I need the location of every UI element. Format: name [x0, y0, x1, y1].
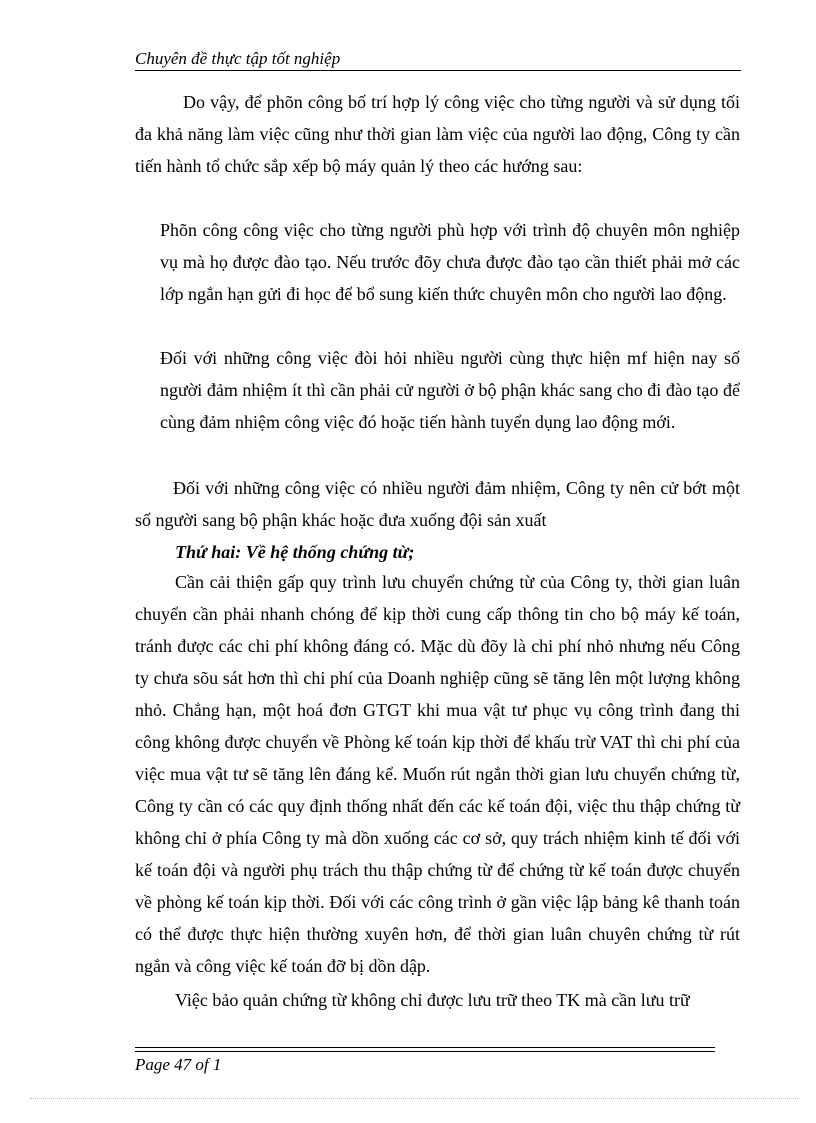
bullet-paragraph-1: Phõn công công việc cho từng người phù hợp với trình độ chuyên môn nghiệp vụ mà họ được đào tạo. Nếu trước đõy chưa được đào tạo cần thiết phải mở các lớp ngắn hạn gửi đi học để bổ sung kiến thức chuyên môn cho người lao động.	[160, 220, 740, 304]
page-header: Chuyên đề thực tập tốt nghiệp	[135, 49, 341, 68]
paragraph-3: Cần cải thiện gấp quy trình lưu chuyển chứng từ của Công ty, thời gian luân chuyển cần phải nhanh chóng để kịp thời cung cấp thông tin cho bộ máy kế toán, tránh được các chi phí không đáng có. Mặc dù đõy là chi phí nhỏ nhưng nếu Công ty chưa sõu sát hơn thì chi phí của Doanh nghiệp cũng sẽ tăng lên một lượng không nhỏ. Chẳng hạn, một hoá đơn GTGT khi mua vật tư phục vụ công trình đang thi công không được chuyển về Phòng kế toán kịp thời để khấu trừ VAT thì chi phí của việc mua vật tư sẽ tăng lên đáng kể. Muốn rút ngắn thời gian lưu chuyển chứng từ, Công ty cần có các quy định thống nhất đến các kế toán đội, việc thu thập chứng từ không chỉ ở phía Công ty mà dồn xuống các cơ sở, quy trách nhiệm kinh tế đối với kế toán đội và người phụ trách thu thập chứng từ để chứng từ kế toán được chuyển về phòng kế toán kịp thời. Đối với các công trình ở gần việc lập bảng kê thanh toán có thể được thực hiện thường xuyên hơn, để thời gian luân chuyên chứng từ rút ngắn và công việc kế toán đỡ bị dồn dập.	[135, 572, 740, 976]
page-edge-divider	[30, 1098, 800, 1099]
footer-divider	[135, 1047, 715, 1048]
bullet-paragraph-2: Đối với những công việc đòi hỏi nhiều người cùng thực hiện mf hiện nay số người đảm nhiệm ít thì cần phải cử người ở bộ phận khác sang cho đi đào tạo để cùng đảm nhiệm công việc đó hoặc tiến hành tuyển dụng lao động mới.	[160, 348, 740, 432]
header-divider	[135, 70, 741, 71]
paragraph-4: Việc bảo quản chứng từ không chỉ được lưu trữ theo TK mà cần lưu trữ	[175, 990, 690, 1010]
section-heading: Thứ hai: Về hệ thống chứng từ;	[175, 542, 415, 562]
paragraph-2: Đối với những công việc có nhiều người đảm nhiệm, Công ty nên cử bớt một số người sang bộ phận khác hoặc đưa xuống đội sản xuất	[135, 478, 740, 530]
page-footer: Page 47 of 1	[135, 1055, 222, 1074]
intro-paragraph: Do vậy, để phõn công bố trí hợp lý công việc cho từng người và sử dụng tối đa khả năng làm việc cũng như thời gian làm việc của người lao động, Công ty cần tiến hành tổ chức sắp xếp bộ máy quản lý theo các hướng sau:	[135, 92, 740, 176]
footer-divider-double	[135, 1051, 715, 1052]
